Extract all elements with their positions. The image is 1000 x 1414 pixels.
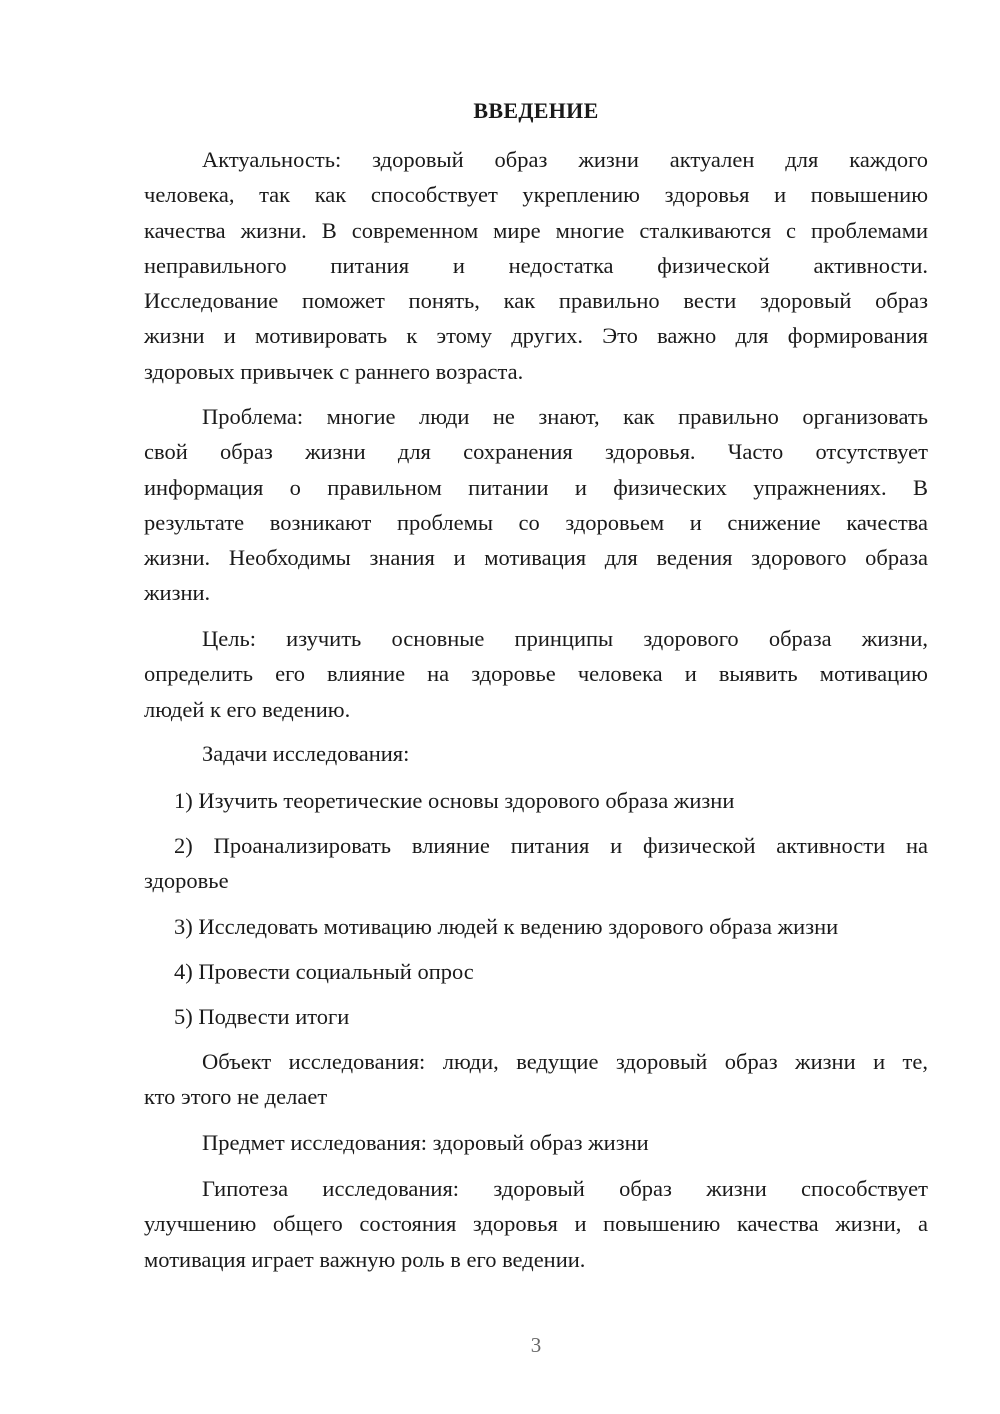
task-item-4 bbox=[144, 954, 928, 989]
text-line: мотивация играет важную роль в его ведении. bbox=[144, 1246, 586, 1272]
text-line: Проблема: многие люди не знают, как правильно организовать bbox=[202, 404, 928, 429]
text-line: человека, так как способствует укреплению здоровья и повышению bbox=[144, 182, 928, 208]
text-line: Предмет исследования: здоровый образ жизни bbox=[202, 1130, 649, 1155]
text-line: 3) Исследовать мотивацию людей к ведению здорового образа жизни bbox=[174, 914, 839, 939]
text-line: Исследование поможет понять, как правильно вести здоровый образ bbox=[144, 288, 928, 314]
problem-paragraph bbox=[144, 399, 928, 611]
text-line: 4) Провести социальный опрос bbox=[174, 959, 474, 984]
task-item-5 bbox=[144, 999, 928, 1034]
text-line: здоровых привычек с раннего возраста. bbox=[144, 358, 524, 384]
text-line: 5) Подвести итоги bbox=[174, 1004, 350, 1029]
text-line: людей к его ведению. bbox=[144, 696, 351, 722]
subject-paragraph bbox=[144, 1125, 928, 1160]
tasks-title bbox=[144, 736, 928, 771]
text-line: Актуальность: здоровый образ жизни актуален для каждого bbox=[202, 147, 928, 172]
text-line: свой образ жизни для сохранения здоровья. Часто отсутствует bbox=[144, 439, 928, 465]
text-line: качества жизни. В современном мире многие сталкиваются с проблемами bbox=[144, 217, 928, 243]
object-paragraph bbox=[144, 1044, 928, 1115]
text-line: кто этого не делает bbox=[144, 1084, 328, 1110]
text-line: 2) Проанализировать влияние питания и физической активности на bbox=[174, 833, 928, 858]
text-line: Объект исследования: люди, ведущие здоровый образ жизни и те, bbox=[202, 1049, 928, 1074]
text-line: 1) Изучить теоретические основы здорового образа жизни bbox=[174, 788, 735, 813]
page-number: 3 bbox=[530, 1333, 542, 1357]
task-item-1 bbox=[144, 783, 928, 818]
text-line: Цель: изучить основные принципы здорового образа жизни, bbox=[202, 626, 928, 651]
text-line: определить его влияние на здоровье человека и выявить мотивацию bbox=[144, 661, 928, 687]
text-line: информация о правильном питании и физических упражнениях. В bbox=[144, 474, 928, 500]
goal-paragraph bbox=[144, 621, 928, 727]
text-line: Гипотеза исследования: здоровый образ жизни способствует bbox=[202, 1176, 928, 1201]
text-line: жизни и мотивировать к этому других. Это важно для формирования bbox=[144, 323, 928, 349]
text-line: улучшению общего состояния здоровья и повышению качества жизни, а bbox=[144, 1211, 928, 1237]
text-line: неправильного питания и недостатка физической активности. bbox=[144, 252, 928, 278]
task-item-2 bbox=[144, 828, 928, 899]
text-line: результате возникают проблемы со здоровьем и снижение качества bbox=[144, 509, 928, 535]
task-item-3 bbox=[144, 909, 928, 944]
text-line: Задачи исследования: bbox=[202, 741, 410, 766]
text-line: здоровье bbox=[144, 868, 229, 894]
section-heading: ВВЕДЕНИЕ bbox=[473, 98, 599, 123]
relevance-paragraph bbox=[144, 142, 928, 389]
text-line: жизни. Необходимы знания и мотивация для ведения здорового образа bbox=[144, 545, 928, 571]
text-line: жизни. bbox=[144, 580, 211, 606]
hypothesis-paragraph bbox=[144, 1171, 928, 1277]
